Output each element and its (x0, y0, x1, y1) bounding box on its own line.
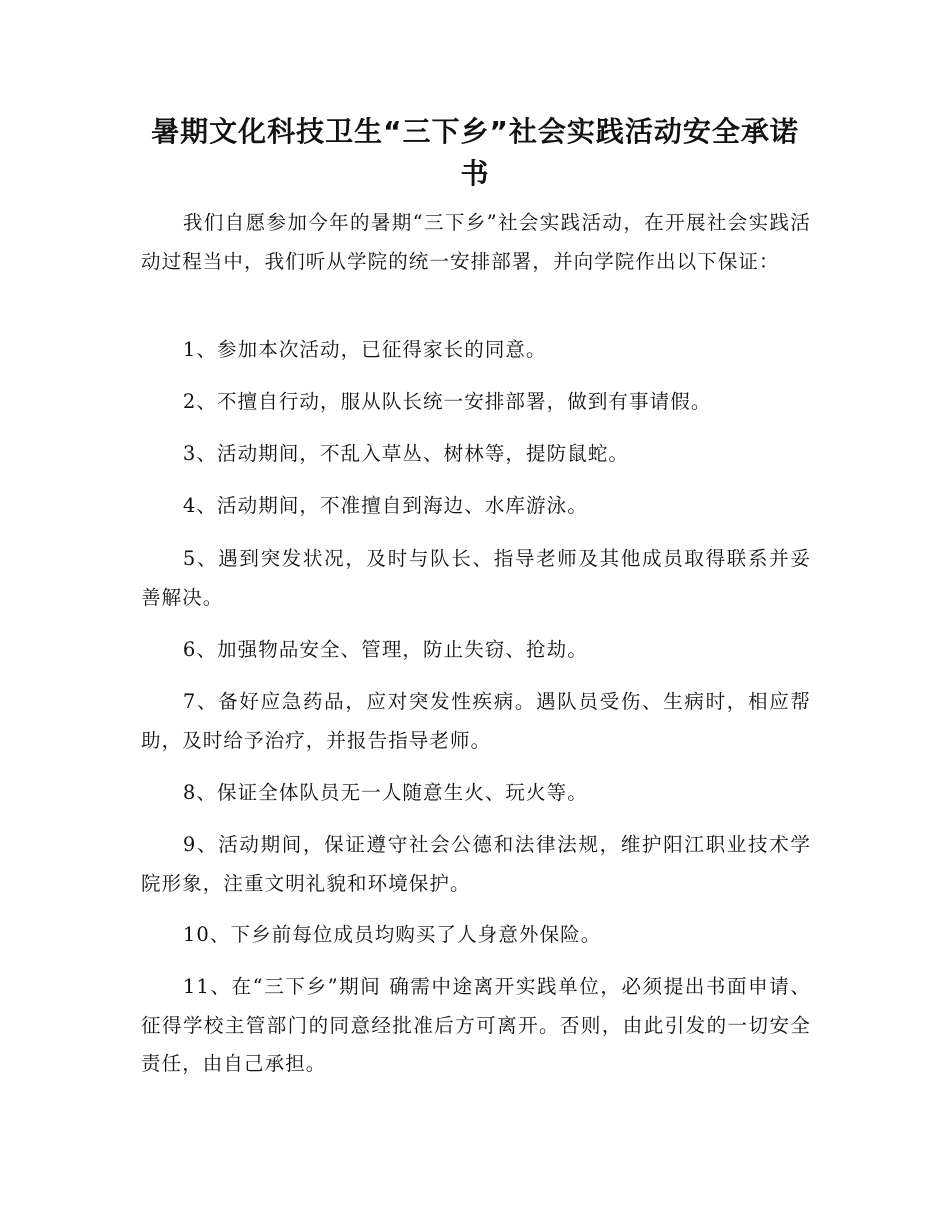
pledge-item-9: 9、活动期间，保证遵守社会公德和法律法规，维护阳江职业技术学院形象，注重文明礼貌和环境保护。 (141, 833, 811, 895)
pledge-item-11: 11、在“三下乡”期间 确需中途离开实践单位，必须提出书面申请、征得学校主管部门的同意经批准后方可离开。否则，由此引发的一切安全责任，由自己承担。 (141, 975, 811, 1075)
pledge-item-4: 4、活动期间，不准擅自到海边、水库游泳。 (182, 494, 588, 517)
pledge-item-8: 8、保证全体队员无一人随意生火、玩火等。 (182, 781, 588, 804)
pledge-item-3: 3、活动期间，不乱入草丛、树林等，提防鼠蛇。 (182, 442, 630, 465)
pledge-item-5: 5、遇到突发状况，及时与队长、指导老师及其他成员取得联系并妥善解决。 (141, 547, 811, 609)
pledge-item-10: 10、下乡前每位成员均购买了人身意外保险。 (182, 923, 602, 946)
pledge-item-2: 2、不擅自行动，服从队长统一安排部署，做到有事请假。 (182, 390, 712, 413)
intro-paragraph: 我们自愿参加今年的暑期“三下乡”社会实践活动，在开展社会实践活动过程当中，我们听从学院的统一安排部署，并向学院作出以下保证： (141, 211, 811, 273)
document-title: 暑期文化科技卫生“三下乡”社会实践活动安全承诺书 (151, 115, 799, 190)
pledge-item-7: 7、备好应急药品，应对突发性疾病。遇队员受伤、生病时，相应帮助，及时给予治疗，并报告指导老师。 (141, 690, 811, 752)
pledge-item-1: 1、参加本次活动，已征得家长的同意。 (182, 338, 547, 361)
pledge-item-6: 6、加强物品安全、管理，防止失窃、抢劫。 (182, 638, 588, 661)
